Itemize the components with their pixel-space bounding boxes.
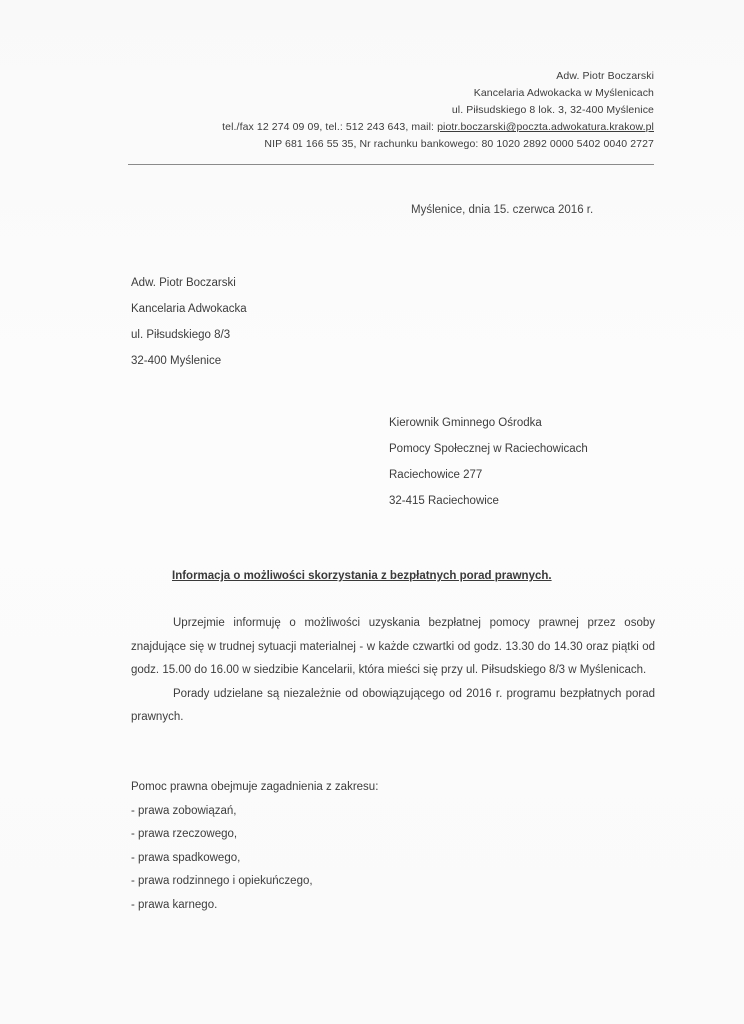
list-item: - prawa karnego. <box>131 898 218 911</box>
sender-line: Kancelaria Adwokacka <box>131 303 247 315</box>
sender-line: ul. Piłsudskiego 8/3 <box>131 329 231 341</box>
sender-block <box>131 270 247 374</box>
sender-line: Adw. Piotr Boczarski <box>131 277 236 289</box>
recipient-line: 32-415 Raciechowice <box>389 495 499 507</box>
letterhead-name: Adw. Piotr Boczarski <box>556 70 654 82</box>
scope-intro: Pomoc prawna obejmuje zagadnienia z zakresu: <box>131 781 379 793</box>
recipient-line: Kierownik Gminnego Ośrodka <box>389 417 542 429</box>
letter-subject: Informacja o możliwości skorzystania z bezpłatnych porad prawnych. <box>172 570 552 582</box>
letterhead-address: ul. Piłsudskiego 8 lok. 3, 32-400 Myślenice <box>451 104 654 116</box>
scope-list <box>131 800 378 918</box>
letterhead <box>222 68 654 153</box>
recipient-line: Raciechowice 277 <box>389 469 483 481</box>
recipient-line: Pomocy Społecznej w Raciechowicach <box>389 443 588 455</box>
date-line: Myślenice, dnia 15. czerwca 2016 r. <box>411 204 594 216</box>
recipient-block <box>389 410 588 514</box>
list-item: - prawa rzeczowego, <box>131 828 238 840</box>
letterhead-contact-prefix: tel./fax 12 274 09 09, tel.: 512 243 643, mail: <box>222 121 438 133</box>
list-item: - prawa spadkowego, <box>131 851 241 864</box>
list-item: - prawa zobowiązań, <box>131 804 237 817</box>
body-paragraph: Porady udzielane są niezależnie od obowiązującego od 2016 r. programu bezpłatnych porad prawnych. <box>131 687 655 723</box>
header-divider <box>128 164 654 165</box>
body-paragraph: Uprzejmie informuję o możliwości uzyskania bezpłatnej pomocy prawnej przez osoby znajdujące się w trudnej sytuacji materialnej - w każde czwartki od godz. 13.30 do 14.30 oraz piątki od godz. 15.00 do 16.00 w siedzibie Kancelarii, która mieści się przy ul. Piłsudskiego 8/3 w Myślenicach. <box>131 617 655 676</box>
scope-section <box>131 776 378 917</box>
letterhead-nip-account: NIP 681 166 55 35, Nr rachunku bankowego: 80 1020 2892 0000 5402 0040 2727 <box>264 138 654 150</box>
letterhead-office: Kancelaria Adwokacka w Myślenicach <box>473 87 654 99</box>
list-item: - prawa rodzinnego i opiekuńczego, <box>131 875 313 887</box>
letterhead-contact <box>222 119 654 136</box>
letter-body <box>131 612 655 730</box>
email-link[interactable]: piotr.boczarski@poczta.adwokatura.krakow.pl <box>437 121 654 133</box>
sender-line: 32-400 Myślenice <box>131 355 222 367</box>
